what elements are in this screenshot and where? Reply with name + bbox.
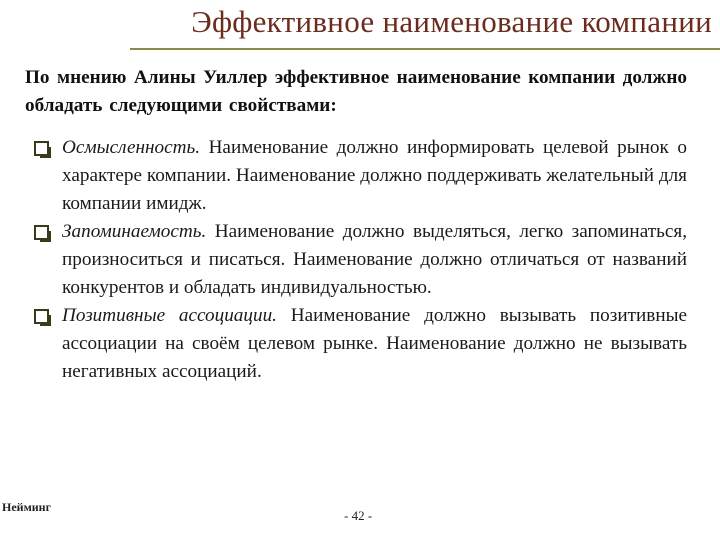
page-number: - 42 - (344, 508, 373, 523)
checkbox-square-icon (34, 141, 49, 156)
list-item-text: Наименование должно вызывать позитивные ассоциации на своём целевом рынке. Наименование должно не вызывать негативных ассоциаций. (62, 305, 687, 382)
slide-content (25, 64, 687, 386)
list-item-text: Наименование должно выделяться, легко запоминаться, произноситься и писаться. Наименование должно отличаться от названий конкурентов и обладать индивидуальностью. (62, 221, 687, 298)
list-item (25, 218, 687, 302)
list-item-text: Наименование должно информировать целевой рынок о характере компании. Наименование должно поддерживать желательный для компании имидж. (62, 137, 687, 214)
list-item-term: Позитивные ассоциации. (62, 305, 277, 326)
list-item (25, 134, 687, 218)
checkbox-square-icon (34, 309, 49, 324)
intro-paragraph: По мнению Алины Уиллер эффективное наименование компании должно обладать следующими свойствами: (25, 67, 687, 116)
page-title: Эффективное наименование компании (191, 4, 712, 39)
list-item-term: Осмысленность. (62, 137, 201, 158)
title-divider (130, 48, 720, 50)
list-item-term: Запоминаемость. (62, 221, 207, 242)
list-item (25, 302, 687, 386)
checkbox-square-icon (34, 225, 49, 240)
footer-label: Нейминг (2, 500, 52, 514)
